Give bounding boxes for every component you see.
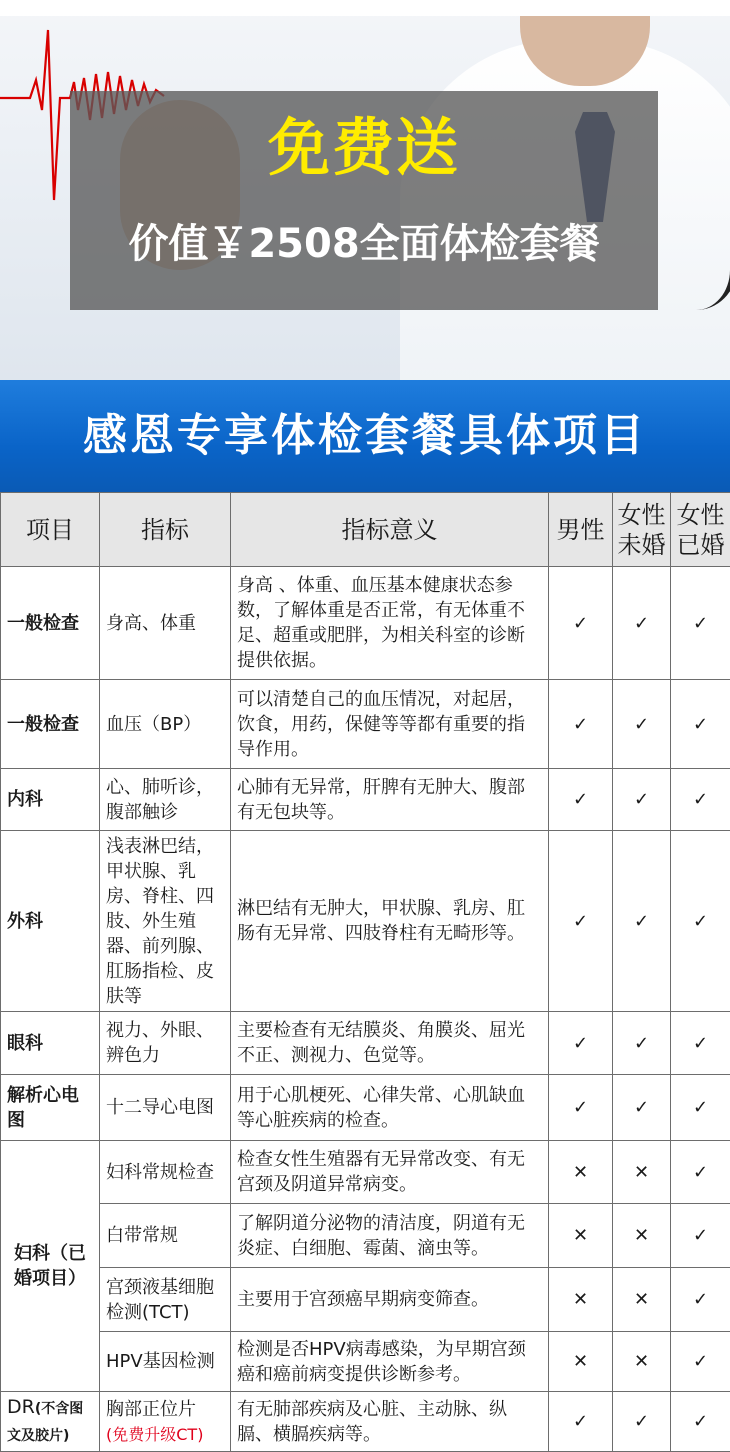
row-meaning: 检测是否HPV病毒感染，为早期宫颈癌和癌前病变提供诊断参考。	[231, 1332, 549, 1392]
male-mark: ✓	[549, 1075, 613, 1141]
promo-subline: 价值￥2508全面体检套餐	[70, 219, 658, 269]
promo-banner	[70, 91, 658, 310]
female-married-mark: ✓	[671, 1204, 730, 1268]
row-meaning: 了解阴道分泌物的清洁度，阴道有无炎症、白细胞、霉菌、滴虫等。	[231, 1204, 549, 1268]
female-married-mark: ✓	[671, 1332, 730, 1392]
table-row	[1, 769, 730, 831]
row-indicator: 身高、体重	[100, 567, 231, 680]
header-meaning: 指标意义	[231, 493, 549, 567]
female-unmarried-mark: ✓	[613, 1075, 671, 1141]
row-category: 内科	[1, 769, 100, 831]
male-mark: ✓	[549, 1392, 613, 1452]
row-category: 一般检查	[1, 567, 100, 680]
female-married-mark: ✓	[671, 1075, 730, 1141]
section-title: 感恩专享体检套餐具体项目	[0, 380, 730, 492]
free-upgrade-note: (免费升级CT)	[106, 1422, 224, 1447]
male-mark: ✓	[549, 567, 613, 680]
female-unmarried-mark: ✕	[613, 1204, 671, 1268]
female-unmarried-mark: ✓	[613, 831, 671, 1012]
header-item: 项目	[1, 493, 100, 567]
female-unmarried-mark: ✓	[613, 769, 671, 831]
female-married-mark: ✓	[671, 1141, 730, 1204]
row-indicator: 宫颈液基细胞检测(TCT)	[100, 1268, 231, 1332]
female-married-mark: ✓	[671, 1012, 730, 1075]
row-meaning: 用于心肌梗死、心律失常、心肌缺血等心脏疾病的检查。	[231, 1075, 549, 1141]
male-mark: ✓	[549, 1012, 613, 1075]
row-indicator: 妇科常规检查	[100, 1141, 231, 1204]
female-married-mark: ✓	[671, 1268, 730, 1332]
header-female-unmarried: 女性未婚	[613, 493, 671, 567]
female-unmarried-mark: ✓	[613, 1012, 671, 1075]
row-indicator: 心、肺听诊，腹部触诊	[100, 769, 231, 831]
row-category	[1, 1392, 100, 1452]
promo-headline: 免费送	[70, 113, 658, 183]
row-meaning: 身高 、体重、血压基本健康状态参数，了解体重是否正常，有无体重不足、超重或肥胖，为相关科室的诊断提供依据。	[231, 567, 549, 680]
row-meaning: 有无肺部疾病及心脏、主动脉、纵膈、横膈疾病等。	[231, 1392, 549, 1452]
dr-note: (不含图文及胶片)	[7, 1401, 83, 1444]
header-male: 男性	[549, 493, 613, 567]
table-row	[1, 1012, 730, 1075]
female-married-mark: ✓	[671, 831, 730, 1012]
row-category: 一般检查	[1, 680, 100, 769]
row-indicator: 视力、外眼、辨色力	[100, 1012, 231, 1075]
row-category: 妇科（已婚项目）	[1, 1141, 100, 1392]
row-category: 眼科	[1, 1012, 100, 1075]
row-meaning: 主要用于宫颈癌早期病变筛查。	[231, 1268, 549, 1332]
female-unmarried-mark: ✓	[613, 680, 671, 769]
row-category: 外科	[1, 831, 100, 1012]
row-meaning: 检查女性生殖器有无异常改变、有无宫颈及阴道异常病变。	[231, 1141, 549, 1204]
row-meaning: 心肺有无异常，肝脾有无肿大、腹部有无包块等。	[231, 769, 549, 831]
male-mark: ✕	[549, 1204, 613, 1268]
table-row	[1, 680, 730, 769]
table-row	[1, 1392, 730, 1452]
table-row	[1, 1204, 730, 1268]
male-mark: ✕	[549, 1141, 613, 1204]
female-married-mark: ✓	[671, 1392, 730, 1452]
row-indicator: HPV基因检测	[100, 1332, 231, 1392]
stethoscope-image	[650, 90, 730, 310]
header-indicator: 指标	[100, 493, 231, 567]
row-category: 解析心电图	[1, 1075, 100, 1141]
table-row	[1, 1075, 730, 1141]
female-married-mark: ✓	[671, 769, 730, 831]
table-row	[1, 567, 730, 680]
table-row	[1, 1141, 730, 1204]
row-indicator: 血压（BP）	[100, 680, 231, 769]
female-married-mark: ✓	[671, 567, 730, 680]
row-meaning: 可以清楚自己的血压情况，对起居，饮食，用药，保健等等都有重要的指导作用。	[231, 680, 549, 769]
table-row	[1, 1332, 730, 1392]
table-row	[1, 831, 730, 1012]
male-mark: ✓	[549, 769, 613, 831]
male-mark: ✓	[549, 680, 613, 769]
male-mark: ✕	[549, 1332, 613, 1392]
female-unmarried-mark: ✕	[613, 1332, 671, 1392]
chest-xray-label: 胸部正位片	[106, 1397, 224, 1422]
female-married-mark: ✓	[671, 680, 730, 769]
table-header-row	[1, 493, 730, 567]
header-female-married: 女性已婚	[671, 493, 730, 567]
dr-label: DR	[7, 1396, 35, 1418]
hero-banner	[0, 0, 730, 380]
row-indicator: 十二导心电图	[100, 1075, 231, 1141]
female-unmarried-mark: ✓	[613, 567, 671, 680]
female-unmarried-mark: ✕	[613, 1268, 671, 1332]
male-mark: ✓	[549, 831, 613, 1012]
section-header	[0, 380, 730, 492]
checkup-items-table	[0, 492, 730, 1452]
male-mark: ✕	[549, 1268, 613, 1332]
row-meaning: 主要检查有无结膜炎、角膜炎、屈光不正、测视力、色觉等。	[231, 1012, 549, 1075]
row-indicator: 浅表淋巴结，甲状腺、乳房、脊柱、四肢、外生殖器、前列腺、肛肠指检、皮肤等	[100, 831, 231, 1012]
female-unmarried-mark: ✕	[613, 1141, 671, 1204]
row-meaning: 淋巴结有无肿大，甲状腺、乳房、肛肠有无异常、四肢脊柱有无畸形等。	[231, 831, 549, 1012]
row-indicator: 白带常规	[100, 1204, 231, 1268]
row-indicator	[100, 1392, 231, 1452]
female-unmarried-mark: ✓	[613, 1392, 671, 1452]
table-row	[1, 1268, 730, 1332]
